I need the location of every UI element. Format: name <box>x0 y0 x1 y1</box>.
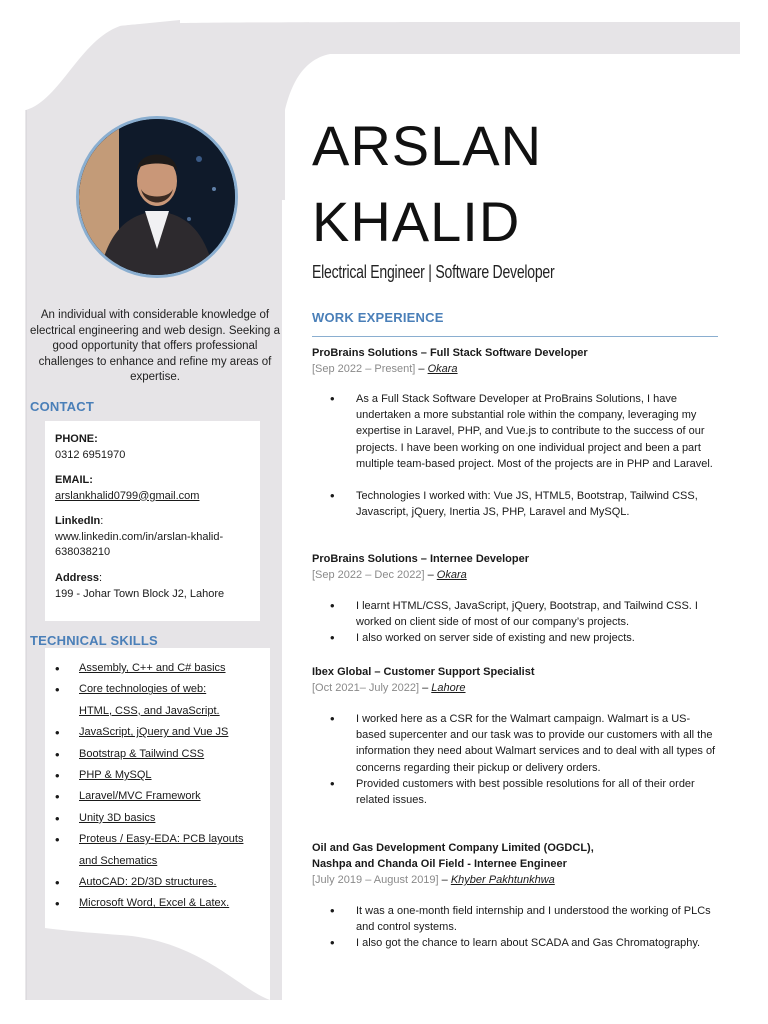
skill-text[interactable]: PHP & MySQL <box>79 769 152 782</box>
linkedin-colon: : <box>100 515 104 527</box>
job-bullet: • I worked here as a CSR for the Walmart campaign. Walmart is a US-based supercenter and our task was to provide our customers with all the information they need about Walmart services and to deal with all types of concerns regarding their pickup or delivery orders. <box>330 711 718 776</box>
job-bullets <box>330 903 718 952</box>
skills-heading: TECHNICAL SKILLS <box>30 633 158 648</box>
skill-text[interactable]: Core technologies of web: <box>79 683 207 696</box>
name-last: KHALID <box>312 190 521 253</box>
job-date-range: [July 2019 – August 2019] <box>312 874 439 886</box>
address-label: Address <box>55 572 100 584</box>
job-location[interactable]: Lahore <box>431 682 466 694</box>
job-subtitle: Electrical Engineer | Software Developer <box>312 262 555 282</box>
work-experience-heading: WORK EXPERIENCE <box>312 310 444 325</box>
profile-summary: An individual with considerable knowledge of electrical engineering and web design. Seeking a good opportunity that offers professional challenges to enhance and refine my areas of expertise. <box>30 309 280 383</box>
job-bullet: • I learnt HTML/CSS, JavaScript, jQuery, Bootstrap, and Tailwind CSS. I worked on client side of most of our company’s projects. <box>330 598 718 630</box>
job-entry <box>312 840 722 888</box>
job-title: ProBrains Solutions – Full Stack Software Developer <box>312 347 588 359</box>
linkedin-url-line2[interactable]: 638038210 <box>55 546 111 558</box>
job-date-range: [Oct 2021– July 2022] <box>312 682 420 694</box>
email-block <box>55 473 260 504</box>
job-bullet: • Technologies I worked with: Vue JS, HTML5, Bootstrap, Tailwind CSS, Javascript, jQuery, Inertia JS, PHP, Laravel and MySQL. <box>330 488 718 520</box>
job-bullets <box>330 598 718 647</box>
skills-list <box>55 658 265 915</box>
job-bullet: • Provided customers with best possible resolutions for all of their order related issues. <box>330 776 718 808</box>
job-title: Ibex Global – Customer Support Specialist <box>312 666 535 678</box>
job-date <box>312 361 722 377</box>
job-title-continued: Nashpa and Chanda Oil Field - Internee Engineer <box>312 858 567 870</box>
address-block <box>55 571 260 602</box>
skill-item <box>55 872 265 893</box>
skill-text-continued[interactable]: and Schematics <box>79 854 158 867</box>
linkedin-block <box>55 514 260 561</box>
skill-text[interactable]: Proteus / Easy-EDA: PCB layouts <box>79 833 244 846</box>
skill-text-continued[interactable]: HTML, CSS, and JavaScript. <box>79 704 220 717</box>
phone-label: PHONE: <box>55 433 98 445</box>
heading-divider <box>312 336 718 337</box>
address-value: 199 - Johar Town Block J2, Lahore <box>55 587 225 600</box>
contact-box <box>45 421 260 621</box>
skill-item <box>55 744 265 765</box>
skill-item <box>55 893 265 914</box>
job-entry <box>312 345 722 377</box>
linkedin-url-line1[interactable]: www.linkedin.com/in/arslan-khalid- <box>55 530 224 543</box>
skill-item <box>55 765 265 786</box>
job-date-range: [Sep 2022 – Present] <box>312 363 416 375</box>
email-label: EMAIL: <box>55 474 93 486</box>
profile-photo <box>76 116 238 278</box>
job-bullets <box>330 391 718 520</box>
job-date <box>312 872 722 888</box>
phone-value: 0312 6951970 <box>55 448 126 461</box>
job-date-dash: – <box>424 569 437 581</box>
name-first: ARSLAN <box>312 114 543 177</box>
skill-item <box>55 722 265 743</box>
skill-item <box>55 829 265 872</box>
job-location[interactable]: Khyber Pakhtunkhwa <box>450 874 555 886</box>
job-bullet: • As a Full Stack Software Developer at ProBrains Solutions, I have undertaken a more substantial role within the company, leveraging my expertise in Laravel, PHP, and Vue.js to contribute to the success of our projects. I have been working on one individual project and been a part multiple team-based project. Most of the projects are in PHP and Laravel. <box>330 391 718 472</box>
job-bullet: • I also worked on server side of existing and new projects. <box>330 630 718 646</box>
job-entry <box>312 664 722 696</box>
job-location[interactable]: Okara <box>427 363 458 375</box>
skill-item <box>55 679 265 722</box>
skill-item <box>55 808 265 829</box>
job-location[interactable]: Okara <box>436 569 467 581</box>
address-colon: : <box>99 572 103 584</box>
job-date-dash: – <box>419 682 432 694</box>
phone-block <box>55 432 260 463</box>
job-date <box>312 680 722 696</box>
skill-text[interactable]: AutoCAD: 2D/3D structures. <box>79 876 217 889</box>
job-bullet: • It was a one-month field internship and I understood the working of PLCs and control systems. <box>330 903 718 935</box>
skill-text[interactable]: Bootstrap & Tailwind CSS <box>79 747 205 760</box>
skill-text[interactable]: Laravel/MVC Framework <box>79 790 201 803</box>
skill-item <box>55 786 265 807</box>
job-title: ProBrains Solutions – Internee Developer <box>312 553 530 565</box>
linkedin-label: LinkedIn <box>55 515 101 527</box>
skill-text[interactable]: Assembly, C++ and C# basics <box>79 662 226 674</box>
skill-text[interactable]: Unity 3D basics <box>79 811 156 824</box>
contact-heading: CONTACT <box>30 399 94 414</box>
email-link[interactable]: arslankhalid0799@gmail.com <box>55 489 200 502</box>
skill-text[interactable]: Microsoft Word, Excel & Latex. <box>79 897 230 910</box>
job-date-dash: – <box>415 363 428 375</box>
skill-item <box>55 658 265 679</box>
job-bullet: • I also got the chance to learn about SCADA and Gas Chromatography. <box>330 935 718 951</box>
job-date <box>312 567 722 583</box>
job-date-dash: – <box>438 874 451 886</box>
job-title: Oil and Gas Development Company Limited (OGDCL), <box>312 842 594 854</box>
job-date-range: [Sep 2022 – Dec 2022] <box>312 569 425 581</box>
skill-text[interactable]: JavaScript, jQuery and Vue JS <box>79 726 229 739</box>
job-bullets <box>330 711 718 808</box>
job-entry <box>312 551 722 583</box>
